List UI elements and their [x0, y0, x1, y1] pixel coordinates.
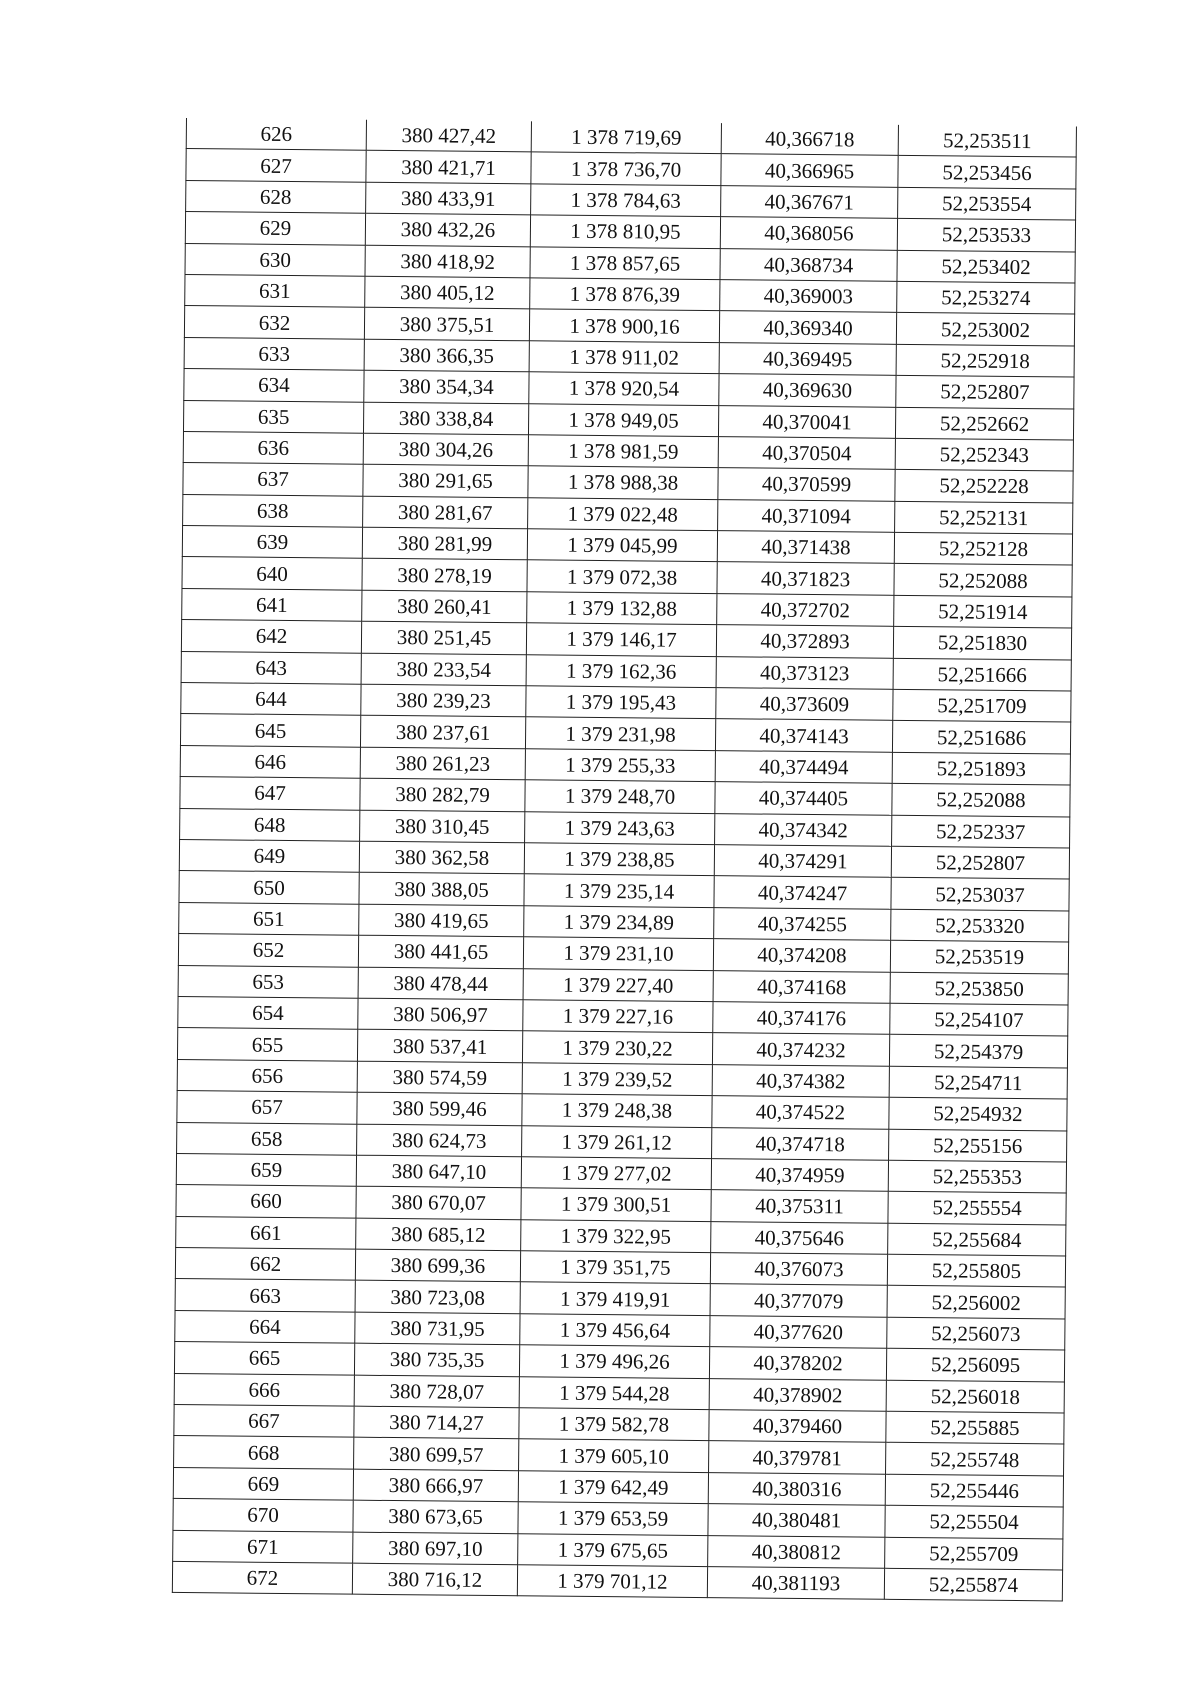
- x-coordinate-cell: 380 421,71: [366, 151, 531, 184]
- x-coordinate-cell: 380 723,08: [355, 1281, 520, 1314]
- y-coordinate-cell: 1 379 255,33: [525, 749, 715, 782]
- point-number-cell: 659: [176, 1153, 356, 1186]
- latitude-cell: 52,253519: [890, 940, 1068, 973]
- y-coordinate-cell: 1 378 949,05: [528, 403, 718, 436]
- y-coordinate-cell: 1 379 231,10: [523, 937, 713, 970]
- longitude-cell: 40,369630: [719, 374, 896, 407]
- latitude-cell: 52,252807: [896, 375, 1074, 408]
- longitude-cell: 40,377079: [710, 1284, 887, 1317]
- y-coordinate-cell: 1 379 419,91: [520, 1282, 710, 1315]
- point-number-cell: 664: [175, 1310, 355, 1343]
- latitude-cell: 52,253850: [890, 972, 1068, 1005]
- y-coordinate-cell: 1 378 988,38: [528, 466, 718, 499]
- point-number-cell: 668: [174, 1436, 354, 1469]
- x-coordinate-cell: 380 427,42: [366, 120, 531, 152]
- y-coordinate-cell: 1 378 719,69: [531, 121, 721, 154]
- y-coordinate-cell: 1 379 243,63: [525, 811, 715, 844]
- latitude-cell: 52,255709: [885, 1537, 1063, 1570]
- point-number-cell: 667: [174, 1404, 354, 1437]
- point-number-cell: 630: [185, 243, 365, 276]
- latitude-cell: 52,252228: [895, 470, 1073, 503]
- y-coordinate-cell: 1 379 045,99: [527, 529, 717, 562]
- x-coordinate-cell: 380 338,84: [363, 402, 528, 435]
- latitude-cell: 52,256018: [886, 1380, 1064, 1413]
- latitude-cell: 52,254932: [889, 1097, 1067, 1130]
- x-coordinate-cell: 380 537,41: [357, 1030, 522, 1063]
- longitude-cell: 40,378902: [709, 1378, 886, 1411]
- y-coordinate-cell: 1 379 351,75: [520, 1251, 710, 1284]
- longitude-cell: 40,377620: [710, 1315, 887, 1348]
- y-coordinate-cell: 1 378 784,63: [531, 184, 721, 217]
- x-coordinate-cell: 380 419,65: [359, 904, 524, 937]
- longitude-cell: 40,374143: [715, 719, 892, 752]
- point-number-cell: 660: [176, 1185, 356, 1218]
- longitude-cell: 40,368056: [720, 217, 897, 250]
- point-number-cell: 636: [183, 431, 363, 464]
- longitude-cell: 40,374168: [713, 970, 890, 1003]
- x-coordinate-cell: 380 388,05: [359, 873, 524, 906]
- y-coordinate-cell: 1 379 642,49: [518, 1471, 708, 1504]
- latitude-cell: 52,256073: [887, 1317, 1065, 1350]
- latitude-cell: 52,255156: [889, 1129, 1067, 1162]
- x-coordinate-cell: 380 666,97: [353, 1469, 518, 1502]
- point-number-cell: 654: [178, 996, 358, 1029]
- longitude-cell: 40,380316: [708, 1472, 885, 1505]
- point-number-cell: 629: [185, 212, 365, 245]
- longitude-cell: 40,374232: [712, 1033, 889, 1066]
- x-coordinate-cell: 380 670,07: [356, 1186, 521, 1219]
- latitude-cell: 52,253456: [898, 156, 1076, 189]
- x-coordinate-cell: 380 647,10: [356, 1155, 521, 1188]
- longitude-cell: 40,375311: [711, 1190, 888, 1223]
- longitude-cell: 40,374382: [712, 1064, 889, 1097]
- x-coordinate-cell: 380 599,46: [357, 1092, 522, 1125]
- latitude-cell: 52,251666: [893, 658, 1071, 691]
- x-coordinate-cell: 380 282,79: [360, 778, 525, 811]
- point-number-cell: 626: [186, 118, 366, 151]
- x-coordinate-cell: 380 714,27: [354, 1406, 519, 1439]
- longitude-cell: 40,370599: [718, 468, 895, 501]
- x-coordinate-cell: 380 418,92: [365, 245, 530, 278]
- y-coordinate-cell: 1 379 072,38: [527, 560, 717, 593]
- longitude-cell: 40,366718: [721, 123, 898, 156]
- y-coordinate-cell: 1 379 239,52: [522, 1062, 712, 1095]
- y-coordinate-cell: 1 379 132,88: [527, 592, 717, 625]
- y-coordinate-cell: 1 379 231,98: [525, 717, 715, 750]
- x-coordinate-cell: 380 310,45: [360, 810, 525, 843]
- point-number-cell: 670: [173, 1499, 353, 1532]
- point-number-cell: 671: [173, 1530, 353, 1563]
- latitude-cell: 52,255885: [886, 1411, 1064, 1444]
- x-coordinate-cell: 380 261,23: [360, 747, 525, 780]
- point-number-cell: 651: [179, 902, 359, 935]
- point-number-cell: 649: [179, 839, 359, 872]
- x-coordinate-cell: 380 673,65: [353, 1500, 518, 1533]
- y-coordinate-cell: 1 379 496,26: [519, 1345, 709, 1378]
- x-coordinate-cell: 380 441,65: [358, 935, 523, 968]
- point-number-cell: 645: [180, 714, 360, 747]
- latitude-cell: 52,253533: [897, 219, 1075, 252]
- x-coordinate-cell: 380 432,26: [365, 213, 530, 246]
- y-coordinate-cell: 1 378 981,59: [528, 435, 718, 468]
- x-coordinate-cell: 380 281,67: [363, 496, 528, 529]
- point-number-cell: 653: [178, 965, 358, 998]
- longitude-cell: 40,374255: [714, 907, 891, 940]
- longitude-cell: 40,374405: [715, 782, 892, 815]
- coordinates-table: [172, 118, 1077, 1602]
- latitude-cell: 52,252662: [895, 407, 1073, 440]
- longitude-cell: 40,373609: [716, 688, 893, 721]
- latitude-cell: 52,254711: [889, 1066, 1067, 1099]
- latitude-cell: 52,253511: [898, 125, 1076, 158]
- latitude-cell: 52,251709: [893, 689, 1071, 722]
- x-coordinate-cell: 380 478,44: [358, 967, 523, 1000]
- x-coordinate-cell: 380 697,10: [353, 1532, 518, 1565]
- point-number-cell: 640: [182, 557, 362, 590]
- x-coordinate-cell: 380 685,12: [356, 1218, 521, 1251]
- y-coordinate-cell: 1 378 920,54: [529, 372, 719, 405]
- latitude-cell: 52,253002: [896, 313, 1074, 346]
- y-coordinate-cell: 1 378 900,16: [529, 309, 719, 342]
- point-number-cell: 662: [175, 1248, 355, 1281]
- y-coordinate-cell: 1 378 911,02: [529, 341, 719, 374]
- point-number-cell: 644: [181, 683, 361, 716]
- longitude-cell: 40,374291: [714, 845, 891, 878]
- x-coordinate-cell: 380 260,41: [362, 590, 527, 623]
- longitude-cell: 40,379781: [709, 1441, 886, 1474]
- longitude-cell: 40,366965: [721, 154, 898, 187]
- x-coordinate-cell: 380 405,12: [365, 276, 530, 309]
- latitude-cell: 52,255554: [888, 1192, 1066, 1225]
- y-coordinate-cell: 1 379 277,02: [521, 1157, 711, 1190]
- longitude-cell: 40,370041: [718, 405, 895, 438]
- latitude-cell: 52,256002: [887, 1286, 1065, 1319]
- x-coordinate-cell: 380 433,91: [366, 182, 531, 215]
- latitude-cell: 52,254379: [889, 1035, 1067, 1068]
- point-number-cell: 641: [182, 588, 362, 621]
- longitude-cell: 40,371094: [718, 499, 895, 532]
- x-coordinate-cell: 380 354,34: [364, 370, 529, 403]
- y-coordinate-cell: 1 379 701,12: [517, 1565, 707, 1598]
- longitude-cell: 40,372893: [716, 625, 893, 658]
- point-number-cell: 648: [180, 808, 360, 841]
- latitude-cell: 52,255874: [884, 1568, 1062, 1601]
- point-number-cell: 665: [174, 1342, 354, 1375]
- point-number-cell: 658: [177, 1122, 357, 1155]
- y-coordinate-cell: 1 378 736,70: [531, 152, 721, 185]
- longitude-cell: 40,381193: [707, 1567, 884, 1600]
- y-coordinate-cell: 1 379 675,65: [518, 1533, 708, 1566]
- longitude-cell: 40,367671: [721, 185, 898, 218]
- x-coordinate-cell: 380 239,23: [361, 684, 526, 717]
- longitude-cell: 40,374247: [714, 876, 891, 909]
- y-coordinate-cell: 1 379 235,14: [524, 874, 714, 907]
- y-coordinate-cell: 1 379 230,22: [522, 1031, 712, 1064]
- point-number-cell: 661: [176, 1216, 356, 1249]
- x-coordinate-cell: 380 699,36: [355, 1249, 520, 1282]
- y-coordinate-cell: 1 379 456,64: [520, 1314, 710, 1347]
- y-coordinate-cell: 1 379 227,16: [523, 1000, 713, 1033]
- y-coordinate-cell: 1 379 605,10: [519, 1439, 709, 1472]
- latitude-cell: 52,251686: [892, 721, 1070, 754]
- point-number-cell: 638: [183, 494, 363, 527]
- point-number-cell: 635: [183, 400, 363, 433]
- longitude-cell: 40,372702: [717, 593, 894, 626]
- longitude-cell: 40,374208: [713, 939, 890, 972]
- latitude-cell: 52,255504: [885, 1505, 1063, 1538]
- point-number-cell: 657: [177, 1091, 357, 1124]
- point-number-cell: 666: [174, 1373, 354, 1406]
- x-coordinate-cell: 380 731,95: [355, 1312, 520, 1345]
- y-coordinate-cell: 1 378 857,65: [530, 246, 720, 279]
- latitude-cell: 52,255684: [888, 1223, 1066, 1256]
- x-coordinate-cell: 380 291,65: [363, 465, 528, 498]
- latitude-cell: 52,252343: [895, 438, 1073, 471]
- latitude-cell: 52,251914: [894, 595, 1072, 628]
- longitude-cell: 40,373123: [716, 656, 893, 689]
- x-coordinate-cell: 380 716,12: [352, 1563, 517, 1596]
- longitude-cell: 40,379460: [709, 1410, 886, 1443]
- y-coordinate-cell: 1 379 248,70: [525, 780, 715, 813]
- latitude-cell: 52,252131: [895, 501, 1073, 534]
- latitude-cell: 52,253274: [897, 281, 1075, 314]
- point-number-cell: 669: [173, 1467, 353, 1500]
- longitude-cell: 40,370504: [718, 437, 895, 470]
- longitude-cell: 40,374718: [712, 1127, 889, 1160]
- point-number-cell: 639: [182, 526, 362, 559]
- latitude-cell: 52,253554: [898, 187, 1076, 220]
- latitude-cell: 52,252337: [892, 815, 1070, 848]
- latitude-cell: 52,255446: [885, 1474, 1063, 1507]
- point-number-cell: 672: [172, 1561, 352, 1594]
- point-number-cell: 647: [180, 777, 360, 810]
- longitude-cell: 40,368734: [720, 248, 897, 281]
- point-number-cell: 642: [181, 620, 361, 653]
- x-coordinate-cell: 380 237,61: [360, 716, 525, 749]
- latitude-cell: 52,252918: [896, 344, 1074, 377]
- x-coordinate-cell: 380 699,57: [354, 1438, 519, 1471]
- x-coordinate-cell: 380 735,35: [354, 1343, 519, 1376]
- x-coordinate-cell: 380 233,54: [361, 653, 526, 686]
- latitude-cell: 52,253037: [891, 878, 1069, 911]
- x-coordinate-cell: 380 278,19: [362, 559, 527, 592]
- point-number-cell: 652: [178, 934, 358, 967]
- point-number-cell: 650: [179, 871, 359, 904]
- y-coordinate-cell: 1 379 234,89: [524, 906, 714, 939]
- latitude-cell: 52,254107: [890, 1003, 1068, 1036]
- longitude-cell: 40,380481: [708, 1504, 885, 1537]
- x-coordinate-cell: 380 362,58: [359, 841, 524, 874]
- x-coordinate-cell: 380 251,45: [361, 621, 526, 654]
- longitude-cell: 40,376073: [710, 1253, 887, 1286]
- point-number-cell: 631: [185, 274, 365, 307]
- y-coordinate-cell: 1 379 146,17: [526, 623, 716, 656]
- longitude-cell: 40,371438: [717, 531, 894, 564]
- longitude-cell: 40,374342: [715, 813, 892, 846]
- point-number-cell: 646: [180, 745, 360, 778]
- latitude-cell: 52,252128: [894, 532, 1072, 565]
- latitude-cell: 52,252088: [892, 784, 1070, 817]
- longitude-cell: 40,374522: [712, 1096, 889, 1129]
- longitude-cell: 40,374494: [715, 750, 892, 783]
- longitude-cell: 40,374959: [711, 1158, 888, 1191]
- y-coordinate-cell: 1 379 238,85: [524, 843, 714, 876]
- longitude-cell: 40,375646: [711, 1221, 888, 1254]
- y-coordinate-cell: 1 379 261,12: [522, 1125, 712, 1158]
- y-coordinate-cell: 1 379 022,48: [528, 497, 718, 530]
- latitude-cell: 52,255805: [887, 1254, 1065, 1287]
- y-coordinate-cell: 1 379 300,51: [521, 1188, 711, 1221]
- latitude-cell: 52,252807: [891, 846, 1069, 879]
- point-number-cell: 637: [183, 463, 363, 496]
- x-coordinate-cell: 380 506,97: [358, 998, 523, 1031]
- point-number-cell: 628: [186, 180, 366, 213]
- y-coordinate-cell: 1 378 876,39: [530, 278, 720, 311]
- longitude-cell: 40,369003: [720, 280, 897, 313]
- y-coordinate-cell: 1 379 195,43: [526, 686, 716, 719]
- coordinates-table-body: [172, 118, 1076, 1601]
- x-coordinate-cell: 380 624,73: [357, 1124, 522, 1157]
- y-coordinate-cell: 1 379 653,59: [518, 1502, 708, 1535]
- x-coordinate-cell: 380 281,99: [362, 527, 527, 560]
- y-coordinate-cell: 1 379 544,28: [519, 1376, 709, 1409]
- y-coordinate-cell: 1 379 248,38: [522, 1094, 712, 1127]
- longitude-cell: 40,378202: [709, 1347, 886, 1380]
- point-number-cell: 627: [186, 149, 366, 182]
- x-coordinate-cell: 380 574,59: [357, 1061, 522, 1094]
- latitude-cell: 52,253402: [897, 250, 1075, 283]
- latitude-cell: 52,256095: [886, 1349, 1064, 1382]
- longitude-cell: 40,371823: [717, 562, 894, 595]
- longitude-cell: 40,369495: [719, 342, 896, 375]
- latitude-cell: 52,255353: [888, 1160, 1066, 1193]
- latitude-cell: 52,251830: [893, 627, 1071, 660]
- point-number-cell: 643: [181, 651, 361, 684]
- longitude-cell: 40,369340: [719, 311, 896, 344]
- x-coordinate-cell: 380 366,35: [364, 339, 529, 372]
- point-number-cell: 656: [177, 1059, 357, 1092]
- y-coordinate-cell: 1 379 582,78: [519, 1408, 709, 1441]
- y-coordinate-cell: 1 379 227,40: [523, 968, 713, 1001]
- x-coordinate-cell: 380 375,51: [364, 308, 529, 341]
- y-coordinate-cell: 1 378 810,95: [530, 215, 720, 248]
- point-number-cell: 634: [184, 369, 364, 402]
- x-coordinate-cell: 380 304,26: [363, 433, 528, 466]
- latitude-cell: 52,251893: [892, 752, 1070, 785]
- longitude-cell: 40,380812: [708, 1535, 885, 1568]
- latitude-cell: 52,252088: [894, 564, 1072, 597]
- point-number-cell: 663: [175, 1279, 355, 1312]
- point-number-cell: 633: [184, 337, 364, 370]
- latitude-cell: 52,255748: [886, 1443, 1064, 1476]
- point-number-cell: 632: [184, 306, 364, 339]
- longitude-cell: 40,374176: [713, 1002, 890, 1035]
- y-coordinate-cell: 1 379 162,36: [526, 654, 716, 687]
- point-number-cell: 655: [177, 1028, 357, 1061]
- latitude-cell: 52,253320: [891, 909, 1069, 942]
- x-coordinate-cell: 380 728,07: [354, 1375, 519, 1408]
- y-coordinate-cell: 1 379 322,95: [521, 1219, 711, 1252]
